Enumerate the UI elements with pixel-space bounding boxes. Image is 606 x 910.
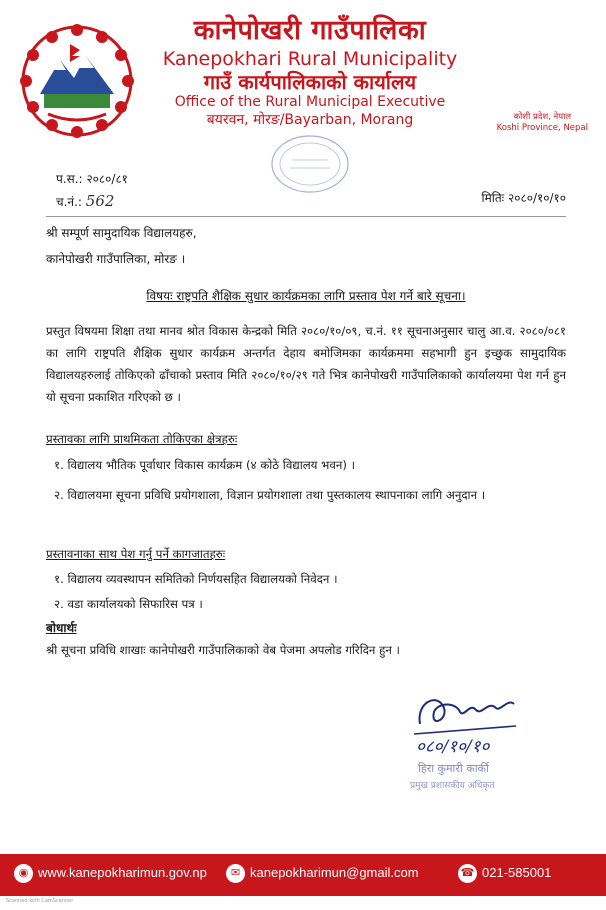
address-line-2: कानेपोखरी गाउँपालिका, मोरङ । [46,252,186,266]
notice-paragraph: प्रस्तुत विषयमा शिक्षा तथा मानव श्रोत विकास केन्द्रको मिति २०८०/१०/०९, च.नं. ११ सूचनाअनुसार चालु आ.व. २०८०/०८१ का लागि राष्ट्रपति शैक्षिक सुधार कार्यक्रम अन्तर्गत देहाय बमोजिमका कार्यक्रममा सहभागी हुन इच्छुक सामुदायिक विद्यालयहरुलाई तोकिएको ढाँचाको प्रस्ताव मिति २०८०/१०/२९ गते भित्र कानेपोखरी गाउँपालिकाको कार्यालयमा पेश गर्न हुन यो सूचना प्रकाशित गरिएको छ । [46,324,566,404]
scan-watermark: Scanned with CamScanner [6,898,74,904]
ps-value: २०८०/८१ [86,172,128,186]
office-name-nepali: गाउँ कार्यपालिकाको कार्यालय [203,70,417,94]
documents-item-2: २. वडा कार्यालयको सिफारिस पत्र । [54,597,203,611]
signatory-title: प्रमुख प्रशासकीय अधिकृत [410,781,495,791]
date-label: मितिः [481,191,505,205]
email-text: kanepokharimun@gmail.com [250,864,419,880]
mail-icon: ✉ [226,864,245,883]
ps-label: प.स.: [56,172,83,186]
office-stamp-icon [268,132,352,196]
date-value: २०८०/१०/१० [507,191,566,205]
subject-line [46,287,566,304]
province-label [497,112,588,134]
footer-email[interactable] [226,864,419,883]
municipality-name-nepali: कानेपोखरी गाउँपालिका [193,15,427,46]
cn-value: 562 [85,192,115,210]
footer-phone[interactable] [458,864,551,883]
footer-bar [0,854,606,896]
info-text: श्री सूचना प्रविधि शाखाः कानेपोखरी गाउँपालिकाको वेब पेजमा अपलोड गरिदिन हुन । [46,643,400,657]
cn-label: च.नं.: [56,195,82,209]
priority-title: प्रस्तावका लागि प्राथमिकता तोकिएका क्षेत्रहरुः [46,432,238,446]
documents-title: प्रस्तावनाका साथ पेश गर्नु पर्ने कागजातहरुः [46,547,226,561]
signature-date: ०८०/१०/१० [416,737,490,757]
date-block [482,189,567,206]
subject-text: विषयः राष्ट्रपति शैक्षिक सुधार कार्यक्रमका लागि प्रस्ताव पेश गर्ने बारे सूचना। [146,289,466,303]
priority-item-1: १. विद्यालय भौतिक पूर्वाधार विकास कार्यक्रम (४ कोठे विद्यालय भवन) । [54,458,356,472]
documents-item-1: १. विद्यालय व्यवस्थापन समितिको निर्णयसहित विद्यालयको निवेदन । [54,572,338,586]
province-nepali: कोशी प्रदेश, नेपाल [513,112,572,122]
header-divider [46,216,566,217]
recipient-address [46,224,566,269]
priority-item-2: २. विद्यालयमा सूचना प्रविधि प्रयोगशाला, विज्ञान प्रयोगशाला तथा पुस्तकालय स्थापनाका लागि अनुदान । [54,488,486,502]
reference-block [56,168,128,213]
municipality-name-english: Kanepokhari Rural Municipality [162,48,458,70]
phone-text: 021-585001 [482,864,552,880]
municipality-logo [18,22,136,140]
address-line-1: श्री सम्पूर्ण सामुदायिक विद्यालयहरु, [46,226,197,240]
signature-block [404,688,544,798]
phone-icon: ☎ [458,864,477,883]
globe-icon: ◉ [14,864,33,883]
office-name-english: Office of the Rural Municipal Executive [174,94,446,110]
info-title: बोधार्थः [46,621,77,635]
website-text: www.kanepokharimun.gov.np [38,864,207,880]
letterhead [140,14,480,129]
signatory-name: हिरा कुमारी कार्की [418,762,489,775]
province-english: Koshi Province, Nepal [496,123,588,133]
office-location: बयरवन, मोरङ/Bayarban, Morang [206,112,414,128]
footer-website[interactable] [14,864,207,883]
